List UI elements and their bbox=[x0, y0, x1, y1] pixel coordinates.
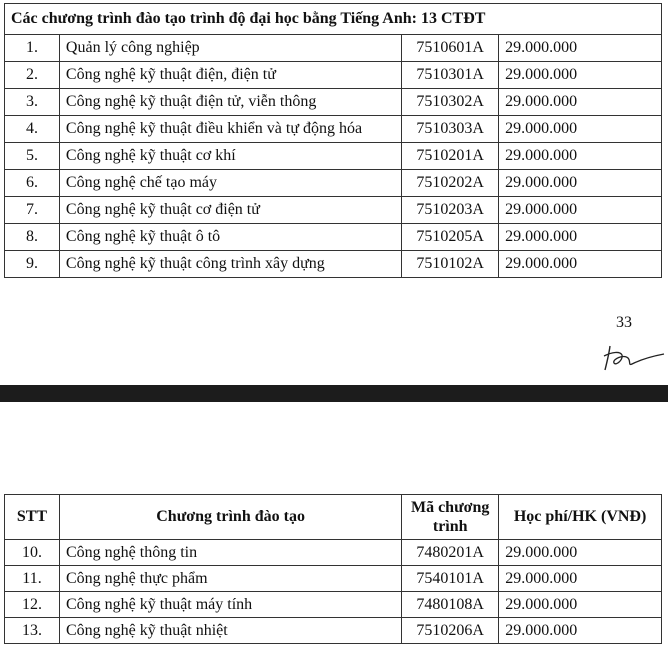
table-row bbox=[5, 566, 662, 592]
program-name: Công nghệ thông tin bbox=[59, 540, 401, 566]
tuition-fee: 29.000.000 bbox=[499, 251, 662, 278]
row-number: 9. bbox=[5, 251, 60, 278]
tuition-fee: 29.000.000 bbox=[499, 566, 662, 592]
program-code: 7510302A bbox=[402, 89, 499, 116]
table-row bbox=[5, 251, 662, 278]
program-code: 7510301A bbox=[402, 62, 499, 89]
tuition-fee: 29.000.000 bbox=[499, 62, 662, 89]
program-code: 7510102A bbox=[402, 251, 499, 278]
program-name: Công nghệ kỹ thuật điện tử, viễn thông bbox=[59, 89, 401, 116]
program-code: 7510202A bbox=[402, 170, 499, 197]
row-number: 13. bbox=[5, 618, 60, 644]
header-program: Chương trình đào tạo bbox=[59, 495, 401, 540]
program-name: Công nghệ kỹ thuật máy tính bbox=[59, 592, 401, 618]
tuition-fee: 29.000.000 bbox=[499, 618, 662, 644]
tuition-fee: 29.000.000 bbox=[499, 143, 662, 170]
tuition-table-part-2 bbox=[4, 494, 662, 644]
header-stt: STT bbox=[5, 495, 60, 540]
program-code: 7510205A bbox=[402, 224, 499, 251]
program-code: 7510303A bbox=[402, 116, 499, 143]
program-name: Công nghệ thực phẩm bbox=[59, 566, 401, 592]
header-fee: Học phí/HK (VNĐ) bbox=[499, 495, 662, 540]
row-number: 11. bbox=[5, 566, 60, 592]
row-number: 7. bbox=[5, 197, 60, 224]
program-code: 7510201A bbox=[402, 143, 499, 170]
page-number: 33 bbox=[616, 314, 632, 331]
program-name: Công nghệ chế tạo máy bbox=[59, 170, 401, 197]
row-number: 1. bbox=[5, 35, 60, 62]
row-number: 8. bbox=[5, 224, 60, 251]
table-row bbox=[5, 618, 662, 644]
program-name: Công nghệ kỹ thuật điện, điện tử bbox=[59, 62, 401, 89]
document-page-bottom bbox=[0, 402, 668, 645]
tuition-fee: 29.000.000 bbox=[499, 170, 662, 197]
table-row bbox=[5, 35, 662, 62]
section-header-row bbox=[5, 4, 662, 35]
program-name: Quản lý công nghiệp bbox=[59, 35, 401, 62]
row-number: 2. bbox=[5, 62, 60, 89]
tuition-fee: 29.000.000 bbox=[499, 592, 662, 618]
tuition-fee: 29.000.000 bbox=[499, 224, 662, 251]
table-row bbox=[5, 89, 662, 116]
table-row bbox=[5, 224, 662, 251]
row-number: 4. bbox=[5, 116, 60, 143]
tuition-fee: 29.000.000 bbox=[499, 197, 662, 224]
tuition-fee: 29.000.000 bbox=[499, 540, 662, 566]
program-name: Công nghệ kỹ thuật ô tô bbox=[59, 224, 401, 251]
tuition-table-part-1 bbox=[4, 3, 662, 278]
tuition-fee: 29.000.000 bbox=[499, 116, 662, 143]
section-title: Các chương trình đào tạo trình độ đại học bằng Tiếng Anh: 13 CTĐT bbox=[5, 4, 662, 35]
table-row bbox=[5, 62, 662, 89]
program-code: 7510601A bbox=[402, 35, 499, 62]
table-row bbox=[5, 143, 662, 170]
table-row bbox=[5, 540, 662, 566]
row-number: 5. bbox=[5, 143, 60, 170]
table-row bbox=[5, 592, 662, 618]
table-row bbox=[5, 116, 662, 143]
row-number: 3. bbox=[5, 89, 60, 116]
table-row bbox=[5, 197, 662, 224]
program-code: 7480108A bbox=[402, 592, 499, 618]
program-code: 7540101A bbox=[402, 566, 499, 592]
handwritten-signature-icon bbox=[600, 336, 666, 376]
page-separator bbox=[0, 385, 668, 402]
program-name: Công nghệ kỹ thuật cơ điện tử bbox=[59, 197, 401, 224]
program-code: 7510206A bbox=[402, 618, 499, 644]
table-row bbox=[5, 170, 662, 197]
tuition-fee: 29.000.000 bbox=[499, 89, 662, 116]
row-number: 10. bbox=[5, 540, 60, 566]
program-name: Công nghệ kỹ thuật nhiệt bbox=[59, 618, 401, 644]
program-name: Công nghệ kỹ thuật cơ khí bbox=[59, 143, 401, 170]
header-code: Mã chương trình bbox=[402, 495, 499, 540]
program-name: Công nghệ kỹ thuật công trình xây dựng bbox=[59, 251, 401, 278]
row-number: 6. bbox=[5, 170, 60, 197]
program-code: 7510203A bbox=[402, 197, 499, 224]
tuition-fee: 29.000.000 bbox=[499, 35, 662, 62]
table-header-row bbox=[5, 495, 662, 540]
program-name: Công nghệ kỹ thuật điều khiển và tự động hóa bbox=[59, 116, 401, 143]
row-number: 12. bbox=[5, 592, 60, 618]
program-code: 7480201A bbox=[402, 540, 499, 566]
